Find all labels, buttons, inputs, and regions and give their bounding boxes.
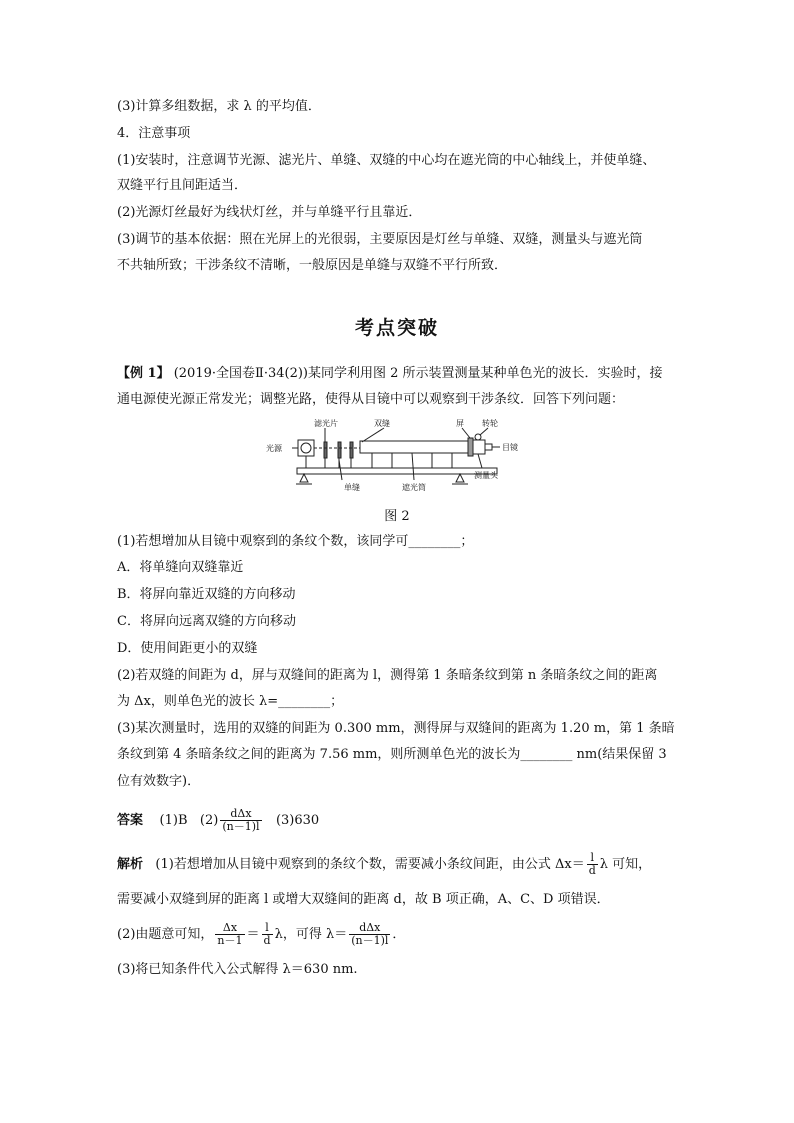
question-3-line-1: (3)某次测量时，选用的双缝的间距为 0.300 mm，测得屏与双缝间的距离为 1.20 m，第 1 条暗 xyxy=(117,721,675,736)
figure-caption: 图 2 xyxy=(384,509,410,524)
option-c: C．将屏向远离双缝的方向移动 xyxy=(117,614,296,629)
text-line: 不共轴所致；干涉条纹不清晰，一般原因是单缝与双缝不平行所致． xyxy=(117,258,508,273)
label-single-slit: 单缝 xyxy=(344,483,360,492)
text-line: 4．注意事项 xyxy=(117,126,191,141)
text-line: (1)安装时，注意调节光源、滤光片、单缝、双缝的中心均在遮光筒的中心轴线上，并使单缝、 xyxy=(117,153,656,168)
analysis-fraction-2: $\frac{l}{d}$ xyxy=(263,921,271,947)
option-a: A．将单缝向双缝靠近 xyxy=(117,560,244,575)
question-1: (1)若想增加从目镜中观察到的条纹个数，该同学可________； xyxy=(117,534,474,549)
text-line: (2)光源灯丝最好为线状灯丝，并与单缝平行且靠近． xyxy=(117,205,422,220)
analysis-fraction-1: $\frac{\Delta x}{n-1}$ xyxy=(217,921,243,947)
answer-line xyxy=(117,806,682,836)
analysis-fraction-l-d: $\frac{l}{d}$ xyxy=(588,851,596,877)
analysis-fraction-3: $\frac{\text{dΔx}}{(n-1)l}$ xyxy=(351,921,389,947)
answer-2-prefix: (2) xyxy=(199,813,219,828)
label-eyepiece: 目镜 xyxy=(502,443,518,452)
light-source-box xyxy=(298,440,314,456)
label-tube: 遮光筒 xyxy=(402,483,426,492)
analysis-label: 解析 xyxy=(117,857,144,872)
option-b: B．将屏向靠近双缝的方向移动 xyxy=(117,587,296,602)
analysis-line-4: (3)将已知条件代入公式解得 λ＝630 nm. xyxy=(117,962,358,977)
label-filter: 滤光片 xyxy=(314,419,338,428)
eyepiece xyxy=(485,444,492,450)
filter xyxy=(324,442,327,458)
question-2-line-1: (2)若双缝的间距为 d，屏与双缝间的距离为 l，测得第 1 条暗条纹到第 n 条暗条纹之间的距离 xyxy=(117,668,658,683)
question-3-line-3: 位有效数字)． xyxy=(117,774,201,789)
analysis-line-2: 需要减小双缝到屏的距离 l 或增大双缝间的距离 d，故 B 项正确，A、C、D 项错误． xyxy=(117,892,610,907)
answer-label: 答案 xyxy=(117,813,144,828)
example-line-1 xyxy=(117,364,682,384)
double-slit xyxy=(350,442,353,458)
example-line-2: 通电源使光源正常发光；调整光路，使得从目镜中可以观察到干涉条纹．回答下列问题： xyxy=(117,392,625,407)
example-tag: 【例 1】 xyxy=(117,366,170,381)
section-title: 考点突破 xyxy=(354,317,439,339)
base-rail xyxy=(297,468,497,474)
answer-1: (1)B xyxy=(159,813,188,828)
text-line: (3)计算多组数据，求 λ 的平均值． xyxy=(117,99,321,114)
answer-3: (3)630 xyxy=(275,813,320,828)
tube xyxy=(360,441,468,453)
measure-head xyxy=(473,440,485,454)
answer-2-fraction: $\frac{\text{dΔx}}{(n-1)l}$ xyxy=(222,807,260,833)
label-double-slit: 双缝 xyxy=(374,419,390,428)
foot-right xyxy=(456,474,464,482)
option-d: D．使用间距更小的双缝 xyxy=(117,641,258,656)
analysis-line-1: 解析 (1)若想增加从目镜中观察到的条纹个数，需要减小条纹间距，由公式 Δx＝ $\frac{l}{d}$ λ 可知， xyxy=(117,851,652,877)
text-line: (3)调节的基本依据：照在光屏上的光很弱，主要原因是灯丝与单缝、双缝，测量头与遮光筒 xyxy=(117,232,643,247)
single-slit xyxy=(338,442,341,458)
analysis-line-3: (2)由题意可知， $\frac{\Delta x}{n-1}$ ＝ $\frac{l}{d}$ λ，可得 λ＝ $\frac{\text{dΔx}}{(n-1)l}$ ． xyxy=(117,921,406,947)
label-measure-head: 测量头 xyxy=(474,471,498,480)
screen xyxy=(468,438,473,456)
text-line: 双缝平行且间距适当． xyxy=(117,178,248,193)
label-light-source: 光源 xyxy=(266,444,282,453)
label-screen: 屏 xyxy=(456,419,464,428)
question-3-line-2: 条纹到第 4 条暗条纹之间的距离为 7.56 mm，则所测单色光的波长为________ nm(结果保留 3 xyxy=(117,747,667,762)
apparatus-figure xyxy=(262,418,532,496)
foot-left xyxy=(300,474,308,482)
question-2-line-2: 为 Δx，则单色光的波长 λ=________； xyxy=(117,694,344,709)
example-text: (2019·全国卷Ⅱ·34(2))某同学利用图 2 所示装置测量某种单色光的波长．实验时，接 xyxy=(173,366,663,381)
label-wheel: 转轮 xyxy=(482,419,498,428)
